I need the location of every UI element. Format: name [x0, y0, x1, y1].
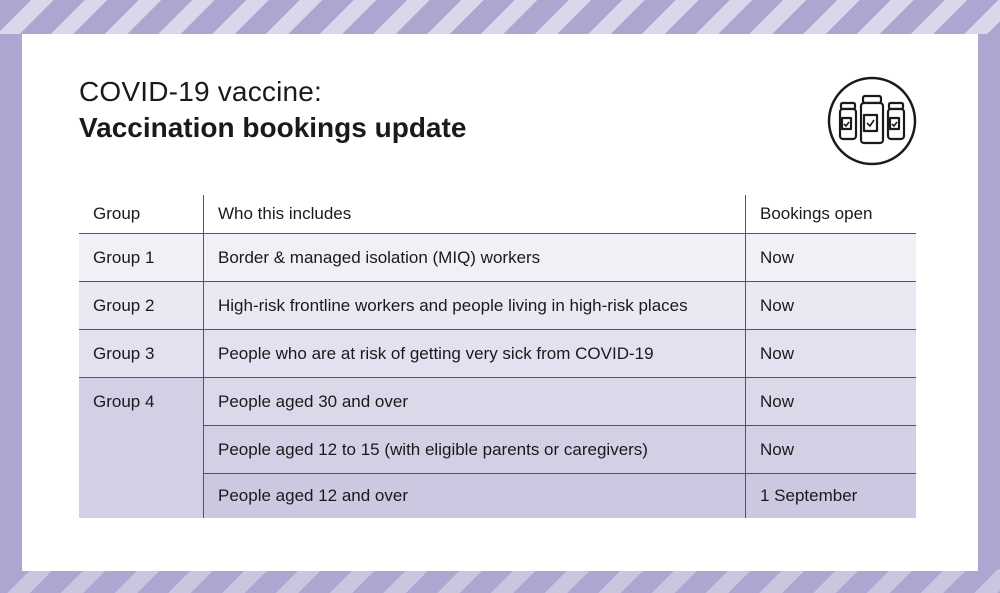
header-bookings-open: Bookings open [746, 195, 917, 234]
includes-cell: Border & managed isolation (MIQ) workers [204, 234, 746, 282]
header-group: Group [79, 195, 204, 234]
group-cell: Group 2 [79, 282, 204, 330]
group-cell: Group 1 [79, 234, 204, 282]
group-cell: Group 3 [79, 330, 204, 378]
page-title: COVID-19 vaccine: [79, 76, 323, 107]
bottom-stripes [0, 569, 1000, 593]
table-row [79, 378, 916, 426]
table-row [79, 426, 916, 474]
includes-cell: People aged 30 and over [204, 378, 746, 426]
group-cell: Group 4 [79, 378, 204, 519]
open-cell: Now [746, 234, 917, 282]
vaccine-vials-icon [827, 76, 917, 166]
open-cell: Now [746, 378, 917, 426]
includes-cell: People aged 12 to 15 (with eligible parents or caregivers) [204, 426, 746, 474]
open-cell: Now [746, 426, 917, 474]
open-cell: Now [746, 330, 917, 378]
table-row [79, 330, 916, 378]
table-header-row [79, 195, 916, 234]
bookings-table [79, 195, 916, 518]
includes-cell: High-risk frontline workers and people living in high-risk places [204, 282, 746, 330]
table-row [79, 234, 916, 282]
top-stripes [0, 0, 1000, 34]
includes-cell: People aged 12 and over [204, 474, 746, 519]
table-row [79, 282, 916, 330]
includes-cell: People who are at risk of getting very sick from COVID-19 [204, 330, 746, 378]
open-cell: Now [746, 282, 917, 330]
page-subtitle: Vaccination bookings update [79, 112, 467, 143]
header-who: Who this includes [204, 195, 746, 234]
table-row [79, 474, 916, 519]
open-cell: 1 September [746, 474, 917, 519]
